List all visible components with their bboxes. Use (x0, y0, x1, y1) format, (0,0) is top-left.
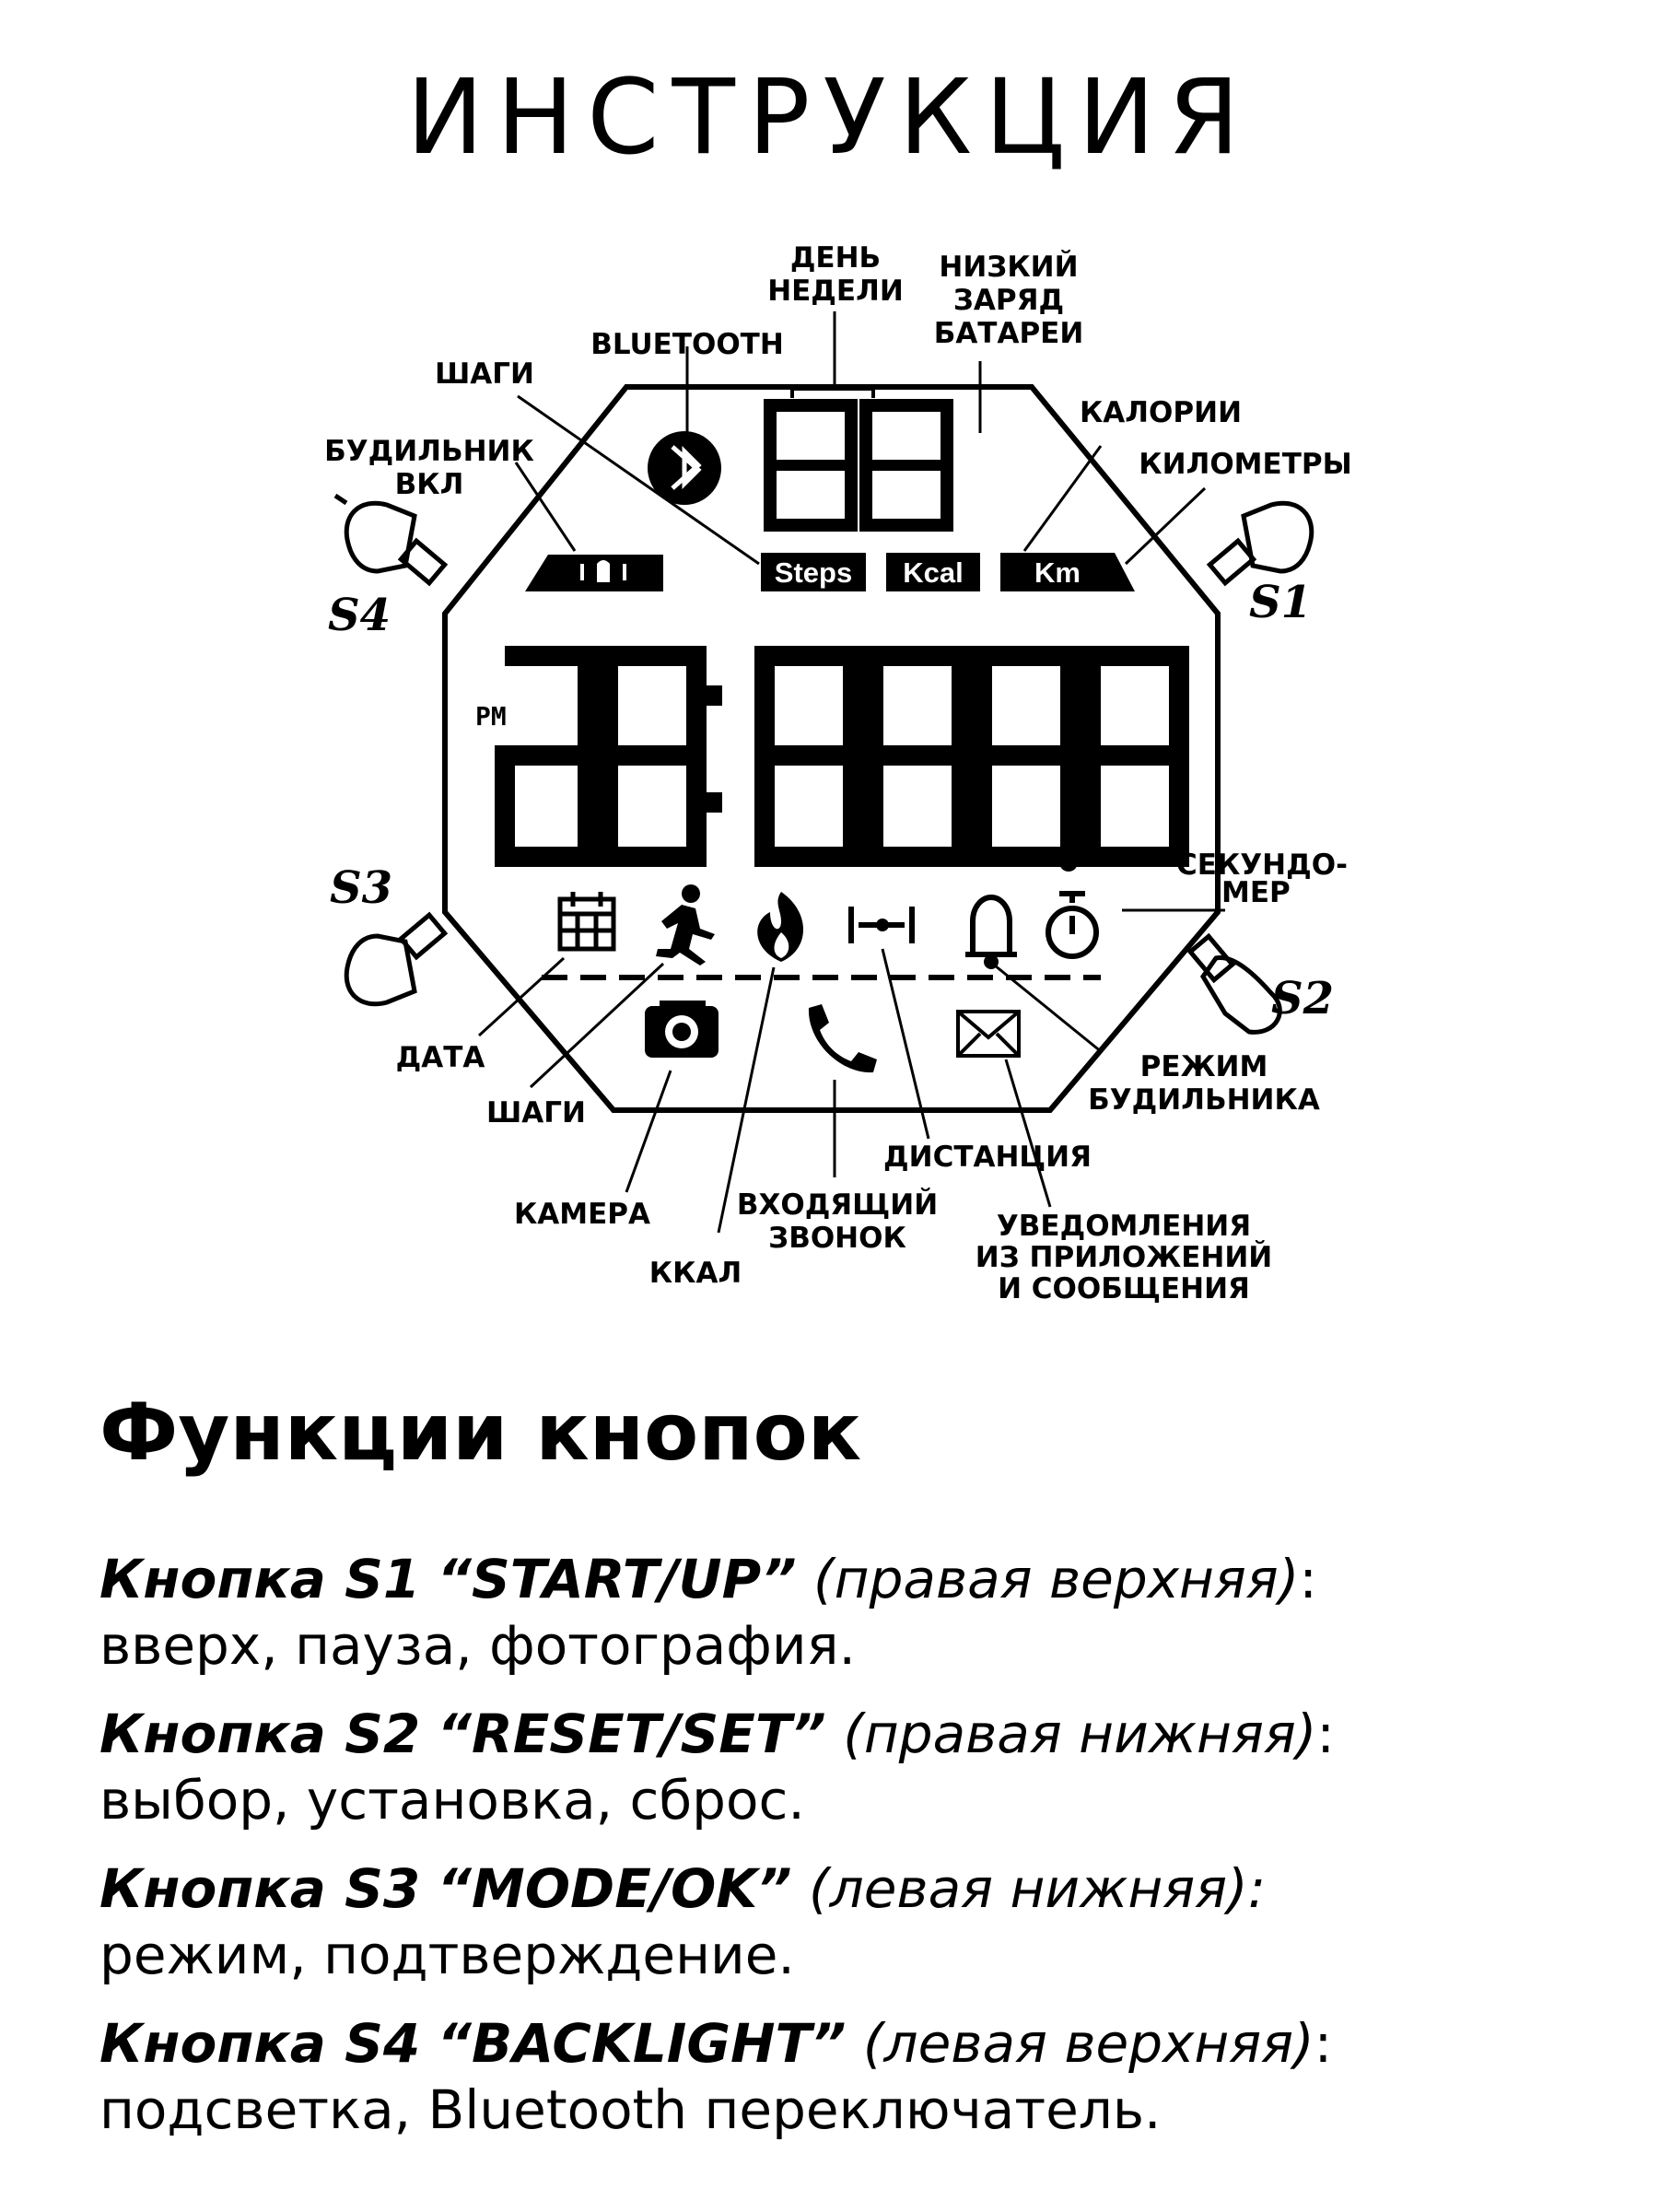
function-s2: Кнопка S2 “RESET/SET” (правая нижняя): выбор, установка, сброс. (99, 1703, 1335, 1832)
colon-top (702, 685, 722, 706)
weekday-digits (770, 389, 947, 525)
pm-indicator: PM (475, 701, 507, 731)
label-weekday: ДЕНЬ НЕДЕЛИ (767, 241, 904, 308)
label-kilometers: КИЛОМЕТРЫ (1139, 448, 1352, 481)
label-alarm-mode: РЕЖИМ БУДИЛЬНИКА (1088, 1050, 1320, 1117)
envelope-icon (958, 1012, 1019, 1056)
phone-icon (809, 1004, 877, 1072)
button-s3-label: S3 (330, 862, 393, 914)
button-s4-shape (335, 496, 445, 583)
label-kcal: ККАЛ (648, 1257, 742, 1290)
label-date: ДАТА (395, 1041, 485, 1074)
label-stopwatch: СЕКУНДО- МЕР (1176, 849, 1348, 909)
label-bluetooth: BLUETOOTH (590, 328, 784, 361)
decimal-dot (1059, 853, 1078, 872)
button-s2-label: S2 (1271, 973, 1335, 1024)
label-steps-top: ШАГИ (435, 357, 534, 391)
kcal-badge-text: Kcal (903, 556, 964, 589)
button-s1-label: S1 (1249, 577, 1313, 628)
page-title: ИНСТРУКЦИЯ (406, 58, 1253, 178)
calendar-icon (560, 892, 613, 949)
button-s4-label: S4 (328, 590, 391, 641)
colon-bottom (702, 792, 722, 813)
km-badge-text: Km (1034, 556, 1081, 589)
alarm-on-badge (525, 555, 663, 591)
section-title: Функции кнопок (99, 1387, 862, 1479)
label-notifications: УВЕДОМЛЕНИЯ ИЗ ПРИЛОЖЕНИЙ И СООБЩЕНИЯ (975, 1210, 1273, 1305)
label-distance: ДИСТАНЦИЯ (883, 1141, 1092, 1174)
flame-icon (757, 892, 803, 962)
button-s3-shape (346, 915, 444, 1004)
label-calories: КАЛОРИИ (1079, 396, 1243, 429)
function-s1: Кнопка S1 “START/UP” (правая верхняя): вверх, пауза, фотография. (99, 1548, 1317, 1677)
stopwatch-icon (1048, 894, 1096, 956)
function-s4: Кнопка S4 “BACKLIGHT” (левая верхняя): подсветка, Bluetooth переключатель. (99, 2012, 1333, 2141)
steps-badge-text: Steps (774, 556, 853, 589)
label-alarm-on: БУДИЛЬНИК ВКЛ (324, 435, 534, 501)
label-incoming-call: ВХОДЯЩИЙ ЗВОНОК (736, 1188, 939, 1255)
function-s3: Кнопка S3 “MODE/OK” (левая нижняя): режим, подтверждение. (99, 1857, 1267, 1986)
distance-icon (851, 907, 912, 943)
label-steps-bottom: ШАГИ (486, 1096, 586, 1129)
label-low-battery: НИЗКИЙ ЗАРЯД БАТАРЕИ (933, 251, 1084, 350)
main-digits (505, 656, 1179, 857)
label-camera: КАМЕРА (513, 1198, 651, 1231)
button-s1-shape (1209, 503, 1311, 583)
bell-icon (965, 897, 1017, 966)
runner-icon (656, 884, 715, 966)
button-s2-shape (1190, 936, 1279, 1032)
camera-icon (645, 1001, 719, 1058)
